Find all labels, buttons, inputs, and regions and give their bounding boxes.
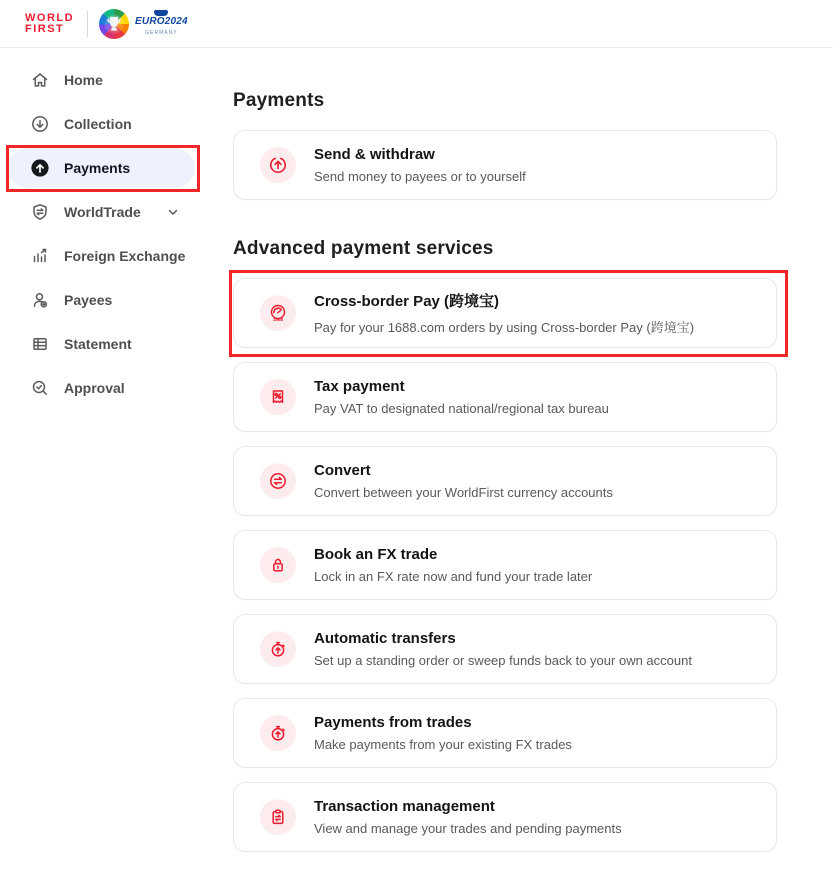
sidebar-item-label: Payees xyxy=(64,292,113,308)
card-title: Payments from trades xyxy=(314,714,472,731)
card-subtitle: Make payments from your existing FX trades xyxy=(314,737,572,752)
card-subtitle: Pay for your 1688.com orders by using Cross-border Pay (跨境宝) xyxy=(314,320,695,335)
worldfirst-logo-line2: FIRST xyxy=(25,22,65,35)
top-header xyxy=(0,0,833,48)
uefa-badge-icon xyxy=(154,10,168,16)
sidebar-item-label: WorldTrade xyxy=(64,204,141,220)
card-title: Tax payment xyxy=(314,378,405,395)
sidebar-item-label: Payments xyxy=(64,160,131,176)
card-text xyxy=(314,378,609,416)
header-divider xyxy=(87,11,88,37)
timer-arrow-up-icon xyxy=(260,715,296,751)
card-subtitle: Convert between your WorldFirst currency accounts xyxy=(314,485,613,500)
card-transaction-management[interactable] xyxy=(233,782,777,852)
card-title: Send & withdraw xyxy=(314,146,435,163)
card-title: Transaction management xyxy=(314,798,495,815)
card-text xyxy=(314,146,526,184)
chevron-down-icon[interactable] xyxy=(165,204,181,220)
card-text xyxy=(314,714,572,752)
card-subtitle: Pay VAT to designated national/regional tax bureau xyxy=(314,401,609,416)
euro2024-wordmark xyxy=(135,10,188,38)
card-text xyxy=(314,630,692,668)
sidebar-item-foreign-exchange[interactable] xyxy=(0,234,225,278)
euro2024-logo xyxy=(99,9,188,39)
card-automatic-transfers[interactable] xyxy=(233,614,777,684)
sidebar-item-statement[interactable] xyxy=(0,322,225,366)
main-content xyxy=(233,48,777,852)
sidebar-item-label: Foreign Exchange xyxy=(64,248,186,264)
card-text xyxy=(314,462,613,500)
card-title: Convert xyxy=(314,462,371,479)
card-text xyxy=(314,798,622,836)
card-convert[interactable] xyxy=(233,446,777,516)
timer-arrow-up-icon xyxy=(260,631,296,667)
card-subtitle: Lock in an FX rate now and fund your trade later xyxy=(314,569,593,584)
svg-text:1688: 1688 xyxy=(272,317,284,322)
statement-table-icon xyxy=(30,334,50,354)
tax-receipt-percent-icon xyxy=(260,379,296,415)
sidebar-item-label: Statement xyxy=(64,336,132,352)
card-text xyxy=(314,290,694,336)
sidebar-item-label: Collection xyxy=(64,116,132,132)
card-book-fx-trade[interactable] xyxy=(233,530,777,600)
card-subtitle: Send money to payees or to yourself xyxy=(314,169,526,184)
card-tax-payment[interactable] xyxy=(233,362,777,432)
worldfirst-logo[interactable] xyxy=(25,13,74,35)
sidebar-item-collection[interactable] xyxy=(0,102,225,146)
lock-icon xyxy=(260,547,296,583)
worldtrade-shield-icon xyxy=(30,202,50,222)
card-title: Cross-border Pay (跨境宝) xyxy=(314,293,500,310)
euro2024-subtitle: GERMANY xyxy=(145,29,178,36)
1688-gauge-icon xyxy=(260,295,296,331)
card-subtitle: Set up a standing order or sweep funds back to your own account xyxy=(314,653,692,668)
payments-arrow-up-circle-icon xyxy=(30,158,50,178)
sidebar-item-worldtrade[interactable] xyxy=(0,190,225,234)
convert-arrows-circle-icon xyxy=(260,463,296,499)
section-title-payments: Payments xyxy=(233,90,325,111)
card-text xyxy=(314,546,592,584)
card-send-withdraw[interactable] xyxy=(233,130,777,200)
approval-search-check-icon xyxy=(30,378,50,398)
sidebar-item-home[interactable] xyxy=(0,58,225,102)
card-cross-border-pay[interactable] xyxy=(233,278,777,348)
collection-arrow-down-circle-icon xyxy=(30,114,50,134)
card-title: Book an FX trade xyxy=(314,546,438,563)
card-payments-from-trades[interactable] xyxy=(233,698,777,768)
sidebar-item-label: Home xyxy=(64,72,103,88)
sidebar-item-payees[interactable] xyxy=(0,278,225,322)
euro2024-trophy-icon xyxy=(99,9,129,39)
section-title-advanced: Advanced payment services xyxy=(233,238,494,259)
euro2024-title: EURO2024 xyxy=(135,15,188,27)
payees-person-add-icon xyxy=(30,290,50,310)
home-icon xyxy=(30,70,50,90)
send-arrow-up-circle-icon xyxy=(260,147,296,183)
advanced-card-list xyxy=(233,278,777,852)
sidebar-item-label: Approval xyxy=(64,380,125,396)
foreign-exchange-chart-icon xyxy=(30,246,50,266)
payments-card-list xyxy=(233,130,777,200)
card-subtitle: View and manage your trades and pending payments xyxy=(314,821,622,836)
clipboard-arrows-icon xyxy=(260,799,296,835)
worldfirst-logo-line1: WORLD xyxy=(25,11,75,24)
card-title: Automatic transfers xyxy=(314,630,456,647)
sidebar-item-approval[interactable] xyxy=(0,366,225,410)
sidebar-nav xyxy=(0,48,225,410)
sidebar-item-payments[interactable] xyxy=(8,148,195,188)
